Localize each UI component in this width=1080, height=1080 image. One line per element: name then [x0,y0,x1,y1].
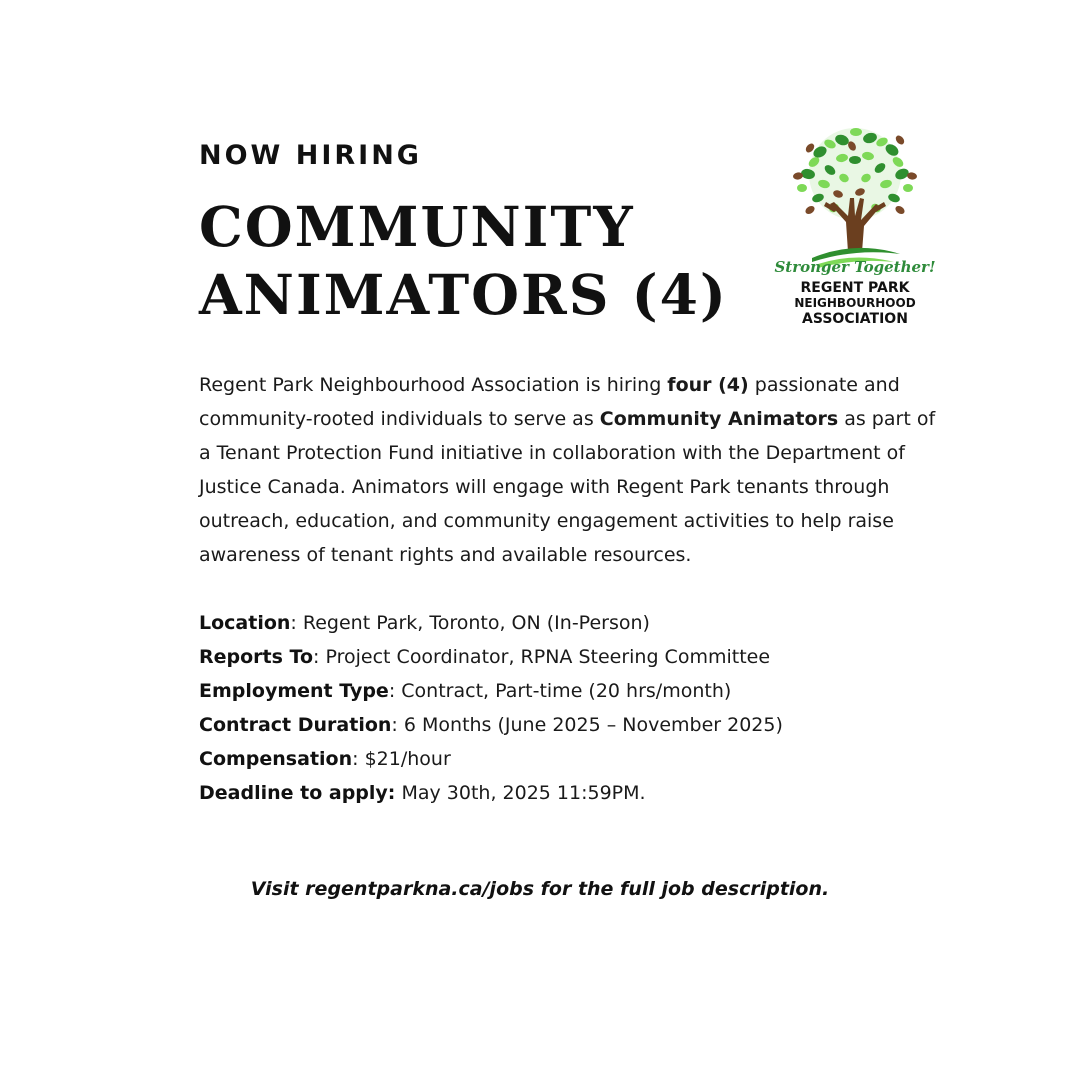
intro-line-3: a Tenant Protection Fund initiative in collaboration with the Department of [199,442,905,464]
detail-label: Reports To [199,646,314,668]
detail-separator: : [313,646,326,668]
detail-compensation [199,742,929,776]
detail-deadline [199,776,929,810]
intro-line-4: Justice Canada. Animators will engage with Regent Park tenants through [199,476,890,498]
job-title [199,193,759,329]
detail-label: Deadline to apply: [199,782,396,804]
detail-location [199,606,929,640]
detail-value: Project Coordinator, RPNA Steering Committee [325,646,771,668]
intro-paragraph [199,368,936,572]
detail-contract-duration [199,708,929,742]
detail-separator: : [352,748,365,770]
logo-name-line-1: REGENT PARK [800,280,910,296]
detail-label: Compensation [199,748,353,770]
detail-separator: : [290,612,303,634]
logo-name-line-3: ASSOCIATION [802,311,908,327]
detail-separator: : [391,714,404,736]
job-details-list [199,606,929,810]
logo-tagline: Stronger Together! [774,258,936,276]
detail-reports-to [199,640,929,674]
intro-text: Regent Park Neighbourhood Association is hiring [199,374,668,396]
intro-line-1 [199,368,929,402]
intro-line-5: outreach, education, and community engagement activities to help raise [199,510,894,532]
logo-text [760,255,950,335]
intro-text: community-rooted individuals to serve as [199,408,600,430]
intro-text: passionate and [748,374,900,396]
detail-label: Location [199,612,291,634]
intro-line-6: awareness of tenant rights and available resources. [199,544,692,566]
tree-canopy [792,128,917,220]
detail-value: Contract, Part-time (20 hrs/month) [401,680,732,702]
detail-value: Regent Park, Toronto, ON (In-Person) [302,612,650,634]
detail-value: $21/hour [364,748,451,770]
logo-name-line-2: NEIGHBOURHOOD [794,296,916,310]
job-title-line-2: ANIMATORS (4) [199,262,728,327]
full-description-note: Visit regentparkna.ca/jobs for the full job description. [250,878,830,900]
detail-value: 6 Months (June 2025 – November 2025) [403,714,783,736]
detail-employment-type [199,674,929,708]
detail-label: Contract Duration [199,714,392,736]
detail-separator: : [388,680,402,702]
now-hiring-kicker: NOW HIRING [199,140,422,171]
intro-emphasis-count: four (4) [667,374,749,396]
detail-value: May 30th, 2025 11:59PM. [401,782,646,804]
detail-label: Employment Type [199,680,389,702]
intro-line-2 [199,402,936,436]
intro-emphasis-role: Community Animators [599,408,839,430]
intro-text: as part of [838,408,936,430]
job-title-line-1: COMMUNITY [199,194,635,259]
